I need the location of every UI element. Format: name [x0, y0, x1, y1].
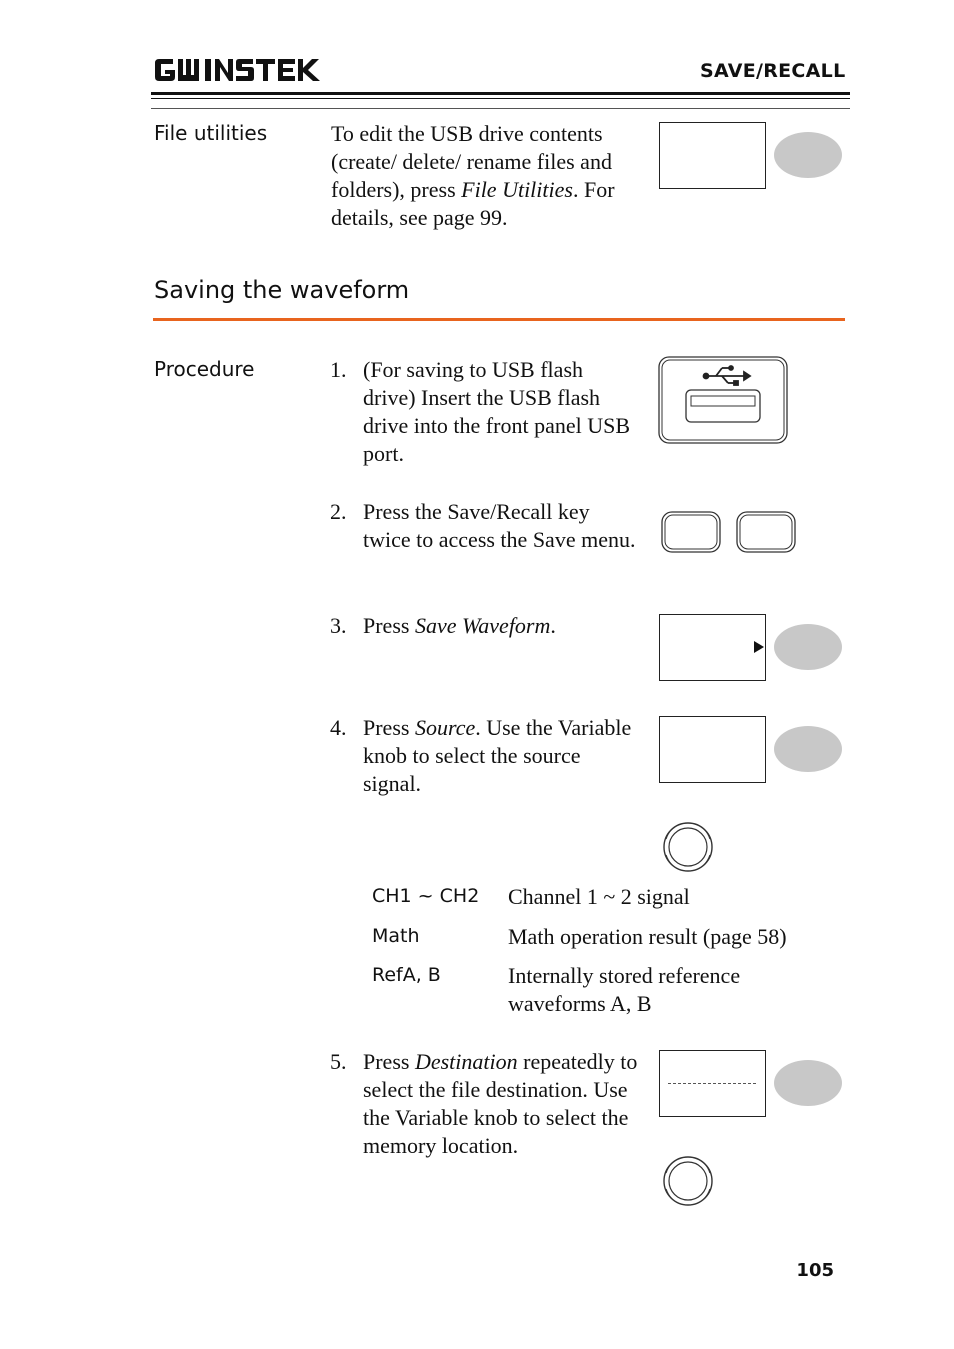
header-rule-lower [151, 108, 850, 109]
section-heading: Saving the waveform [154, 276, 410, 304]
variable-knob-icon[interactable] [662, 1155, 714, 1207]
step-2-text: Press the Save/Recall key twice to access the Save menu. [363, 499, 636, 552]
softkey-display-box [659, 716, 766, 783]
source-softkey-button[interactable] [774, 726, 842, 772]
section-label: SAVE/RECALL [700, 60, 846, 82]
header-rule-thin [151, 98, 850, 99]
softkey-display-box [659, 1050, 766, 1117]
softkey-display-box [659, 614, 766, 681]
usb-port-icon [658, 356, 788, 444]
source-value-math: Math operation result (page 58) [508, 924, 787, 949]
file-utilities-text: To edit the USB drive contents (create/ delete/ rename files and folders), press File Utilities. For details, see page 99. [331, 121, 615, 230]
step-number: 3. [330, 613, 347, 638]
step-number: 4. [330, 715, 347, 740]
procedure-label: Procedure [154, 357, 255, 381]
gw-instek-logo [153, 55, 323, 85]
step-3-text: Press Save Waveform. [363, 613, 556, 638]
softkey-display-box [659, 122, 766, 189]
source-key-ref: RefA, B [372, 964, 441, 986]
header-rule-thick [151, 92, 850, 95]
step-number: 2. [330, 499, 347, 524]
step-1-text: (For saving to USB flash drive) Insert the USB flash drive into the front panel USB port. [363, 357, 631, 466]
source-key-ch1-ch2: CH1 ~ CH2 [372, 885, 480, 907]
source-value-ch1-ch2: Channel 1 ~ 2 signal [508, 884, 690, 909]
destination-softkey-button[interactable] [774, 1060, 842, 1106]
heading-orange-rule [153, 318, 845, 321]
step-number: 5. [330, 1049, 347, 1074]
file-utilities-label: File utilities [154, 121, 268, 145]
page-number: 105 [796, 1260, 834, 1281]
step-number: 1. [330, 357, 347, 382]
step-5-text: Press Destination repeatedly to select the file destination. Use the Variable knob to select the memory location. [363, 1049, 638, 1158]
step-4-text: Press Source. Use the Variable knob to select the source signal. [363, 715, 632, 796]
save-recall-key-second-press[interactable] [736, 511, 796, 553]
variable-knob-icon[interactable] [662, 821, 714, 873]
source-key-math: Math [372, 925, 420, 947]
save-recall-key[interactable] [661, 511, 721, 553]
source-value-ref: Internally stored reference waveforms A, B [508, 963, 741, 1016]
arrow-right-icon [754, 641, 764, 653]
file-utilities-softkey-button[interactable] [774, 132, 842, 178]
dashed-divider [668, 1083, 756, 1084]
save-waveform-softkey-button[interactable] [774, 624, 842, 670]
